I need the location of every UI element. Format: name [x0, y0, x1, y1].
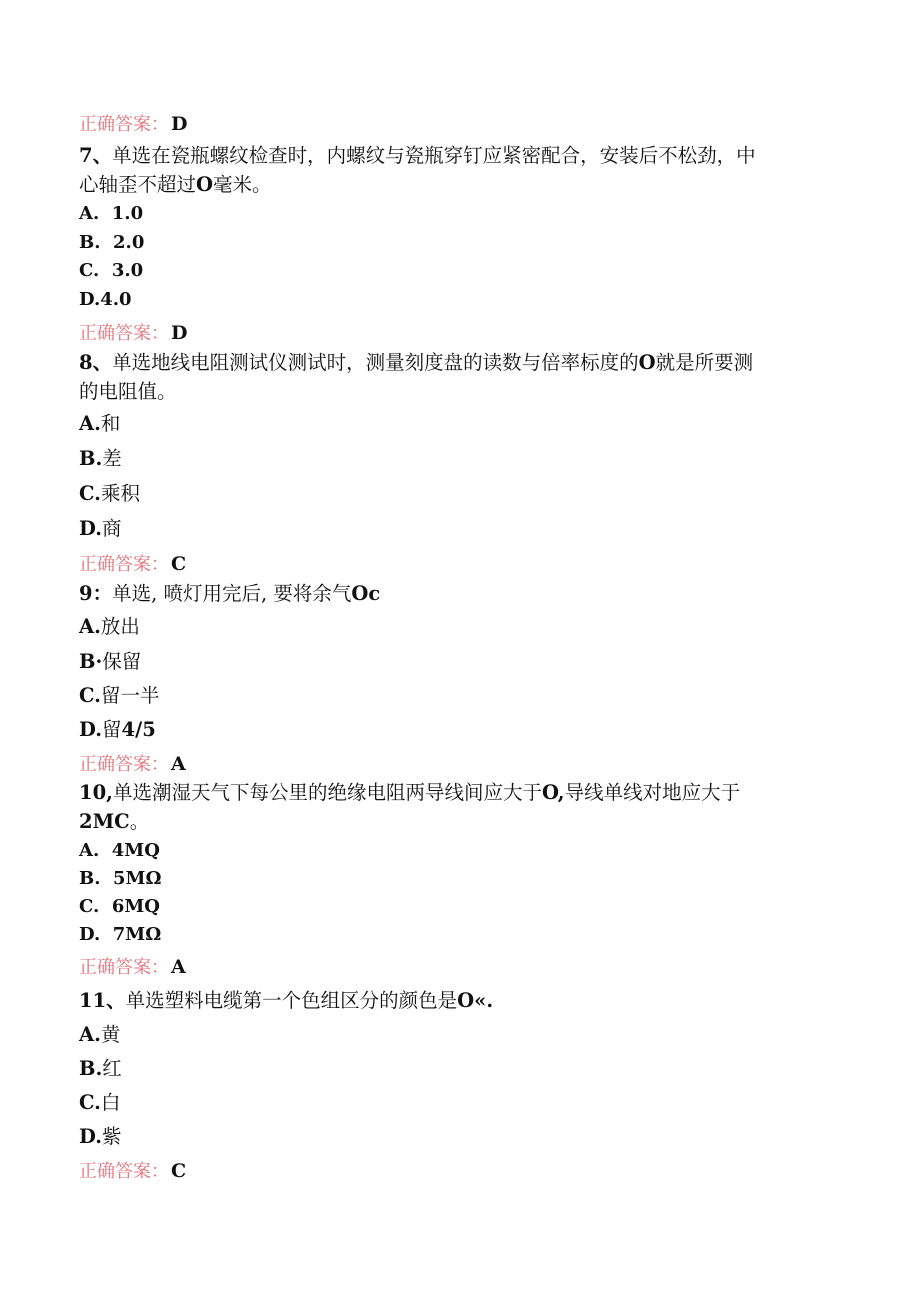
answer-value: D — [171, 113, 188, 135]
option-text: 商 — [102, 517, 122, 540]
option-letter: B. — [79, 868, 101, 889]
option-text: 白 — [100, 1091, 121, 1114]
option-text: 乘积 — [100, 482, 140, 505]
option-letter: A. — [79, 840, 100, 861]
option-letter: B. — [79, 447, 103, 470]
question-number: 8、 — [79, 351, 113, 374]
question-7-line-1 — [79, 143, 756, 169]
option-a — [79, 838, 160, 864]
option-text: 7MΩ — [112, 924, 162, 945]
option-c — [79, 258, 143, 284]
option-letter: C. — [79, 684, 101, 707]
option-text: 留 — [102, 718, 122, 741]
question-text: 就是所要测 — [655, 351, 754, 374]
question-10-line-1 — [79, 780, 740, 806]
option-letter: D. — [79, 289, 101, 310]
question-text: 导线单线对地应大于 — [564, 781, 741, 804]
option-text: 6MQ — [111, 896, 160, 917]
question-number: 7、 — [79, 144, 113, 167]
answer-value: C — [171, 553, 187, 575]
option-text: 差 — [102, 447, 122, 470]
question-text: 毫米。 — [213, 173, 272, 196]
option-letter: C. — [79, 260, 100, 281]
option-c — [79, 894, 160, 920]
question-number: 10, — [79, 781, 113, 804]
option-letter: B. — [79, 232, 101, 253]
question-11-line-1 — [79, 988, 493, 1014]
answer-line — [79, 954, 186, 981]
option-b — [79, 866, 162, 892]
option-c — [79, 481, 140, 507]
question-7-line-2 — [79, 172, 272, 198]
question-text: 的电阻值。 — [79, 380, 177, 403]
option-text: 留一半 — [100, 684, 160, 707]
blank-marker: O — [638, 351, 656, 374]
option-letter: D. — [79, 924, 101, 945]
option-letter: D. — [79, 718, 103, 741]
option-d — [79, 717, 156, 743]
answer-line — [79, 111, 187, 138]
option-a — [79, 1022, 120, 1048]
question-text: 。 — [129, 810, 150, 833]
option-b — [79, 1056, 122, 1082]
option-letter: A. — [79, 412, 101, 435]
answer-line — [79, 551, 186, 578]
blank-marker: O«. — [457, 989, 494, 1012]
option-c — [79, 683, 159, 709]
answer-line — [79, 751, 186, 778]
answer-value: C — [171, 1160, 187, 1182]
option-b — [79, 446, 122, 472]
answer-value: A — [171, 956, 186, 978]
option-letter: A. — [79, 203, 100, 224]
question-text: 单选在瓷瓶螺纹检查时，内螺纹与瓷瓶穿钉应紧密配合，安装后不松劲，中 — [112, 144, 756, 167]
option-letter: B. — [79, 1057, 103, 1080]
question-8-line-1 — [79, 350, 753, 376]
option-d — [79, 922, 161, 948]
option-letter: B· — [79, 650, 103, 673]
option-text: 4/5 — [121, 718, 156, 741]
question-number: 9： — [79, 582, 113, 605]
option-letter: C. — [79, 482, 101, 505]
option-text: 3.0 — [111, 260, 144, 281]
question-8-line-2 — [79, 379, 177, 405]
answer-label: 正确答案： — [79, 114, 169, 135]
option-d — [79, 287, 132, 313]
question-text: 单选塑料电缆第一个色组区分的颜色是 — [125, 989, 458, 1012]
option-text: 放出 — [100, 615, 140, 638]
blank-marker: O — [196, 173, 214, 196]
option-letter: C. — [79, 1091, 101, 1114]
option-text: 和 — [100, 412, 121, 435]
question-number: 11、 — [79, 989, 126, 1012]
question-text: 单选潮湿天气下每公里的绝缘电阻两导线间应大于 — [112, 781, 542, 804]
answer-label: 正确答案： — [79, 1161, 169, 1182]
option-text: 红 — [102, 1057, 122, 1080]
option-text: 4MQ — [111, 840, 160, 861]
option-text: 2.0 — [113, 232, 145, 253]
answer-value: D — [171, 322, 188, 344]
option-b — [79, 230, 144, 256]
option-d — [79, 1124, 122, 1150]
option-d — [79, 516, 122, 542]
option-a — [79, 614, 140, 640]
option-b — [79, 649, 141, 675]
answer-label: 正确答案： — [79, 754, 169, 775]
answer-line — [79, 1158, 186, 1185]
question-9-line-1 — [79, 581, 380, 607]
option-letter: A. — [79, 615, 101, 638]
blank-marker: O, — [541, 781, 565, 804]
question-text: 2MC — [79, 810, 130, 833]
option-text: 4.0 — [100, 289, 132, 310]
answer-label: 正确答案： — [79, 957, 169, 978]
option-text: 黄 — [100, 1023, 121, 1046]
option-letter: C. — [79, 896, 100, 917]
answer-label: 正确答案： — [79, 554, 169, 575]
option-letter: D. — [79, 1125, 103, 1148]
option-text: 5MΩ — [113, 868, 162, 889]
option-letter: D. — [79, 517, 103, 540]
question-text: 单选地线电阻测试仪测试时，测量刻度盘的读数与倍率标度的 — [112, 351, 639, 374]
option-text: 1.0 — [111, 203, 144, 224]
question-text: 心轴歪不超过 — [79, 173, 197, 196]
answer-value: A — [171, 753, 186, 775]
question-10-line-2 — [79, 809, 149, 835]
option-text: 紫 — [102, 1125, 122, 1148]
answer-line — [79, 320, 187, 347]
blank-marker: Oc — [351, 582, 381, 605]
option-c — [79, 1090, 120, 1116]
question-text: 单选, 喷灯用完后, 要将余气 — [112, 582, 352, 605]
option-a — [79, 411, 120, 437]
option-text: 保留 — [102, 650, 142, 673]
answer-label: 正确答案： — [79, 323, 169, 344]
option-letter: A. — [79, 1023, 101, 1046]
option-a — [79, 201, 143, 227]
